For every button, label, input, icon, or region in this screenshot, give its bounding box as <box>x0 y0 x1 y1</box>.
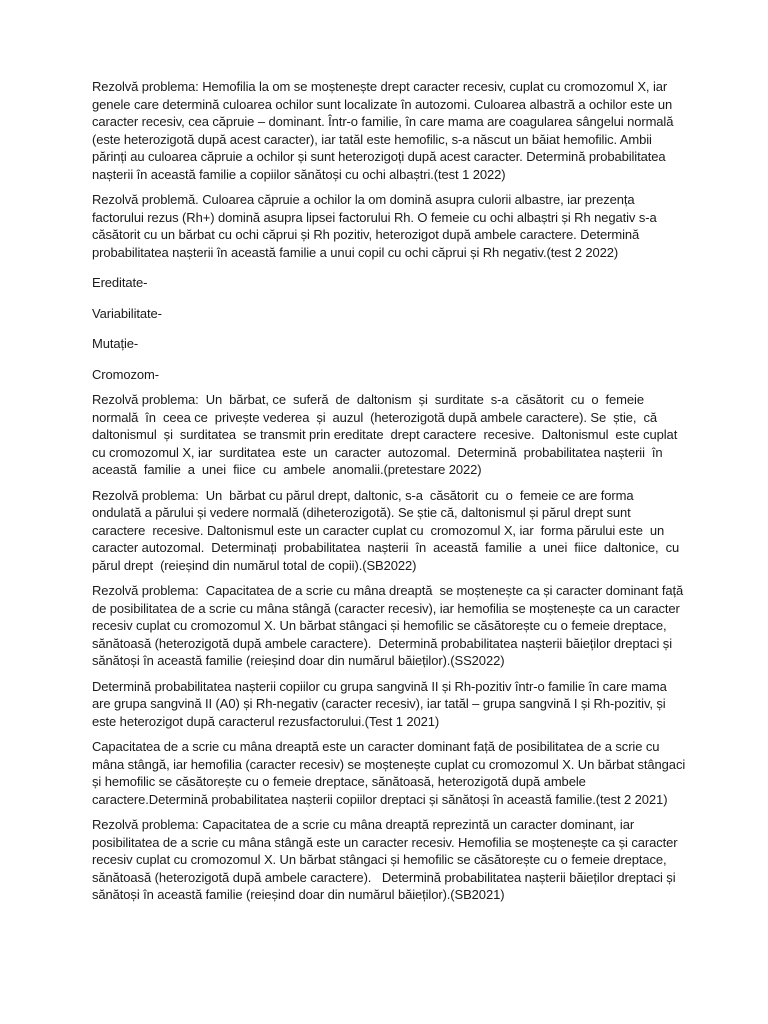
problem-paragraph-5: Rezolvă problema: Capacitatea de a scrie cu mâna dreaptă se moștenește ca și caracter dominant față de posibilitatea de a scrie cu mâna stângă (caracter recesiv), iar hemofilia se moștenește ca un caracter recesiv cuplat cu cromozomul X. Un bărbat stângaci și hemofilic se căsătorește cu o femeie dreptace, sănătoasă (heterozigotă după ambele caractere). Determină probabilitatea nașterii băieților dreptaci și sănătoși în această familie (reieșind doar din numărul băieților).(SS2022) <box>92 583 687 668</box>
document-page <box>92 78 686 912</box>
problem-paragraph-4: Rezolvă problema: Un bărbat cu părul drept, daltonic, s-a căsătorit cu o femeie ce are forma ondulată a părului și vedere normală (diheterozigotă). Se știe că, daltonismul și părul drept sunt caractere recesive. Daltonismul este un caracter cuplat cu cromozomul X, iar forma părului este un caracter autozomal. Determinați probabilitatea nașterii în această familie a unei fiice daltonice, cu părul drept (reieșind din numărul total de copii).(SB2022) <box>92 487 683 573</box>
term-mutation: Mutație- <box>92 336 139 351</box>
problem-paragraph-3: Rezolvă problema: Un bărbat, ce suferă de daltonism și surditate s-a căsătorit cu o femeie normală în ceea ce privește vederea și auzul (heterozigotă după ambele caractere). Se știe, că daltonismul și surditatea se transmit prin ereditate drept caractere recesive. Daltonismul este cuplat cu cromozomul X, iar surditatea este un caracter autozomal. Determină probabilitatea nașterii în această familie a unei fiice cu ambele anomalii.(pretestare 2022) <box>92 392 685 477</box>
problem-paragraph-7: Capacitatea de a scrie cu mâna dreaptă este un caracter dominant față de posibilitatea de a scrie cu mâna stângă, iar hemofilia (caracter recesiv) se moștenește cuplat cu cromozomul X. Un bărbat stângaci și hemofilic se căsătorește cu o femeie dreptace, sănătoasă, heterozigotă după ambele caractere.Determină probabilitatea nașterii copiilor dreptaci și sănătoși în această familie.(test 2 2021) <box>92 739 686 807</box>
problem-paragraph-6: Determină probabilitatea nașterii copiilor cu grupa sangvină II și Rh-pozitiv într-o familie în care mama are grupa sangvină II (A0) și Rh-negativ (caracter recesiv), iar tatăl – grupa sangvină I și Rh-pozitiv, și este heterozigot după caracterul rezusfactorului.(Test 1 2021) <box>92 678 667 729</box>
term-heredity: Ereditate- <box>92 275 148 290</box>
term-chromosome: Cromozom- <box>92 366 159 382</box>
problem-paragraph-8: Rezolvă problema: Capacitatea de a scrie cu mâna dreaptă reprezintă un caracter dominant, iar posibilitatea de a scrie cu mâna stângă este un caracter recesiv. Hemofilia se moștenește ca și caracter recesiv cuplat cu cromozomul X. Un bărbat stângaci și hemofilic se căsătorește cu o femeie dreptace, sănătoasă (heterozigotă după ambele caractere). Determină probabilitatea nașterii băieților dreptaci și sănătoși în această familie (reieșind doar din numărul băieților).(SB2021) <box>92 817 681 902</box>
problem-paragraph-1: Rezolvă problema: Hemofilia la om se moștenește drept caracter recesiv, cuplat cu cromozomul X, iar genele care determină culoarea ochilor sunt localizate în autozomi. Culoarea albastră a ochilor este un caracter recesiv, cea căpruie – dominant. Într-o familie, în care mama are coagularea sângelui normală (este heterozigotă după acest caracter), iar tatăl este hemofilic, s-a născut un băiat hemofilic. Ambii părinți au culoarea căpruie a ochilor și sunt heterozigoți după acest caracter. Determină probabilitatea nașterii în această familie a copiilor sănătoși cu ochi albaștri.(test 1 2022) <box>92 79 674 182</box>
problem-paragraph-2: Rezolvă problemă. Culoarea căpruie a ochilor la om domină asupra culorii albastre, iar prezența factorului rezus (Rh+) domină asupra lipsei factorului Rh. O femeie cu ochi albaștri și Rh negativ s-a căsătorit cu un bărbat cu ochi căprui și Rh pozitiv, heterozigot după ambele caractere. Determină probabilitatea nașterii în această familie a unui copil cu ochi căprui și Rh negativ.(test 2 2022) <box>92 192 657 260</box>
term-variability: Variabilitate- <box>92 305 162 321</box>
